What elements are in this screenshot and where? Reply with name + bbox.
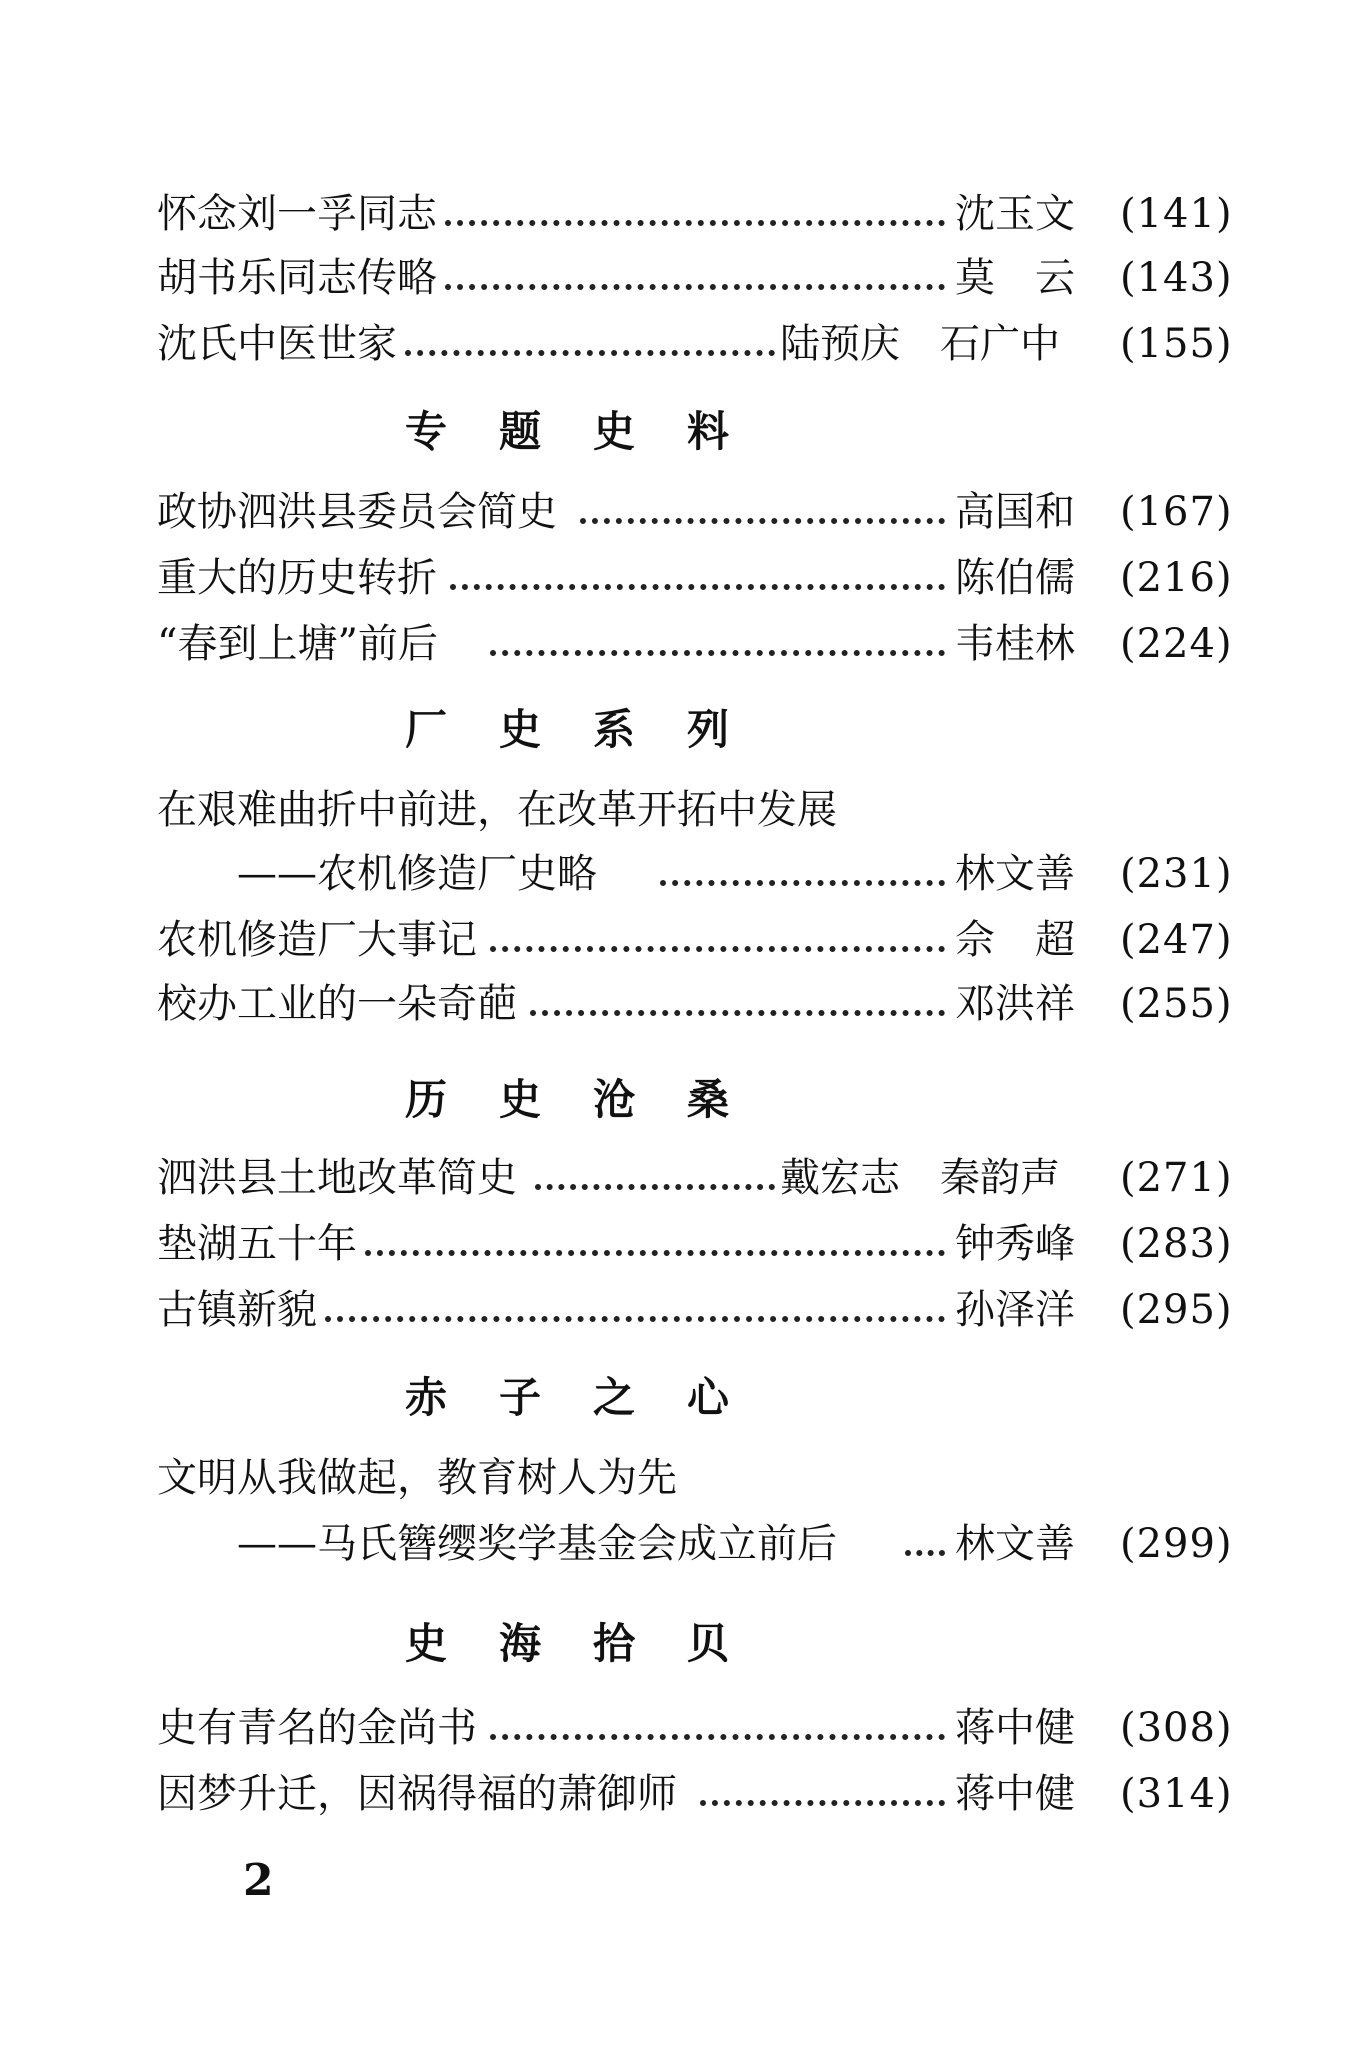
dot-leader bbox=[445, 284, 945, 290]
entry-author: 钟秀峰 bbox=[955, 1221, 1075, 1267]
dot-leader bbox=[490, 946, 945, 952]
toc-entry bbox=[0, 250, 1359, 306]
toc-entry bbox=[0, 316, 1359, 372]
toc-entry bbox=[0, 1766, 1359, 1822]
entry-author: 蒋中健 bbox=[955, 1705, 1075, 1751]
entry-page: (314) bbox=[1120, 1771, 1233, 1817]
entry-title: ——马氏簪缨奖学基金会成立前后 bbox=[237, 1521, 837, 1567]
entry-author: 韦桂林 bbox=[955, 621, 1075, 667]
dot-leader bbox=[700, 1800, 945, 1806]
entry-title: 因梦升迁，因祸得福的萧御师 bbox=[157, 1771, 677, 1817]
entry-author: 戴宏志 秦韵声 bbox=[780, 1155, 1060, 1201]
entry-page: (271) bbox=[1120, 1155, 1233, 1201]
entry-author: 蒋中健 bbox=[955, 1771, 1075, 1817]
dot-leader bbox=[905, 1550, 945, 1556]
entry-author: 孙泽洋 bbox=[955, 1287, 1075, 1333]
entry-author: 高国和 bbox=[955, 489, 1075, 535]
entry-page: (143) bbox=[1120, 255, 1233, 301]
entry-page: (247) bbox=[1120, 917, 1233, 963]
entry-author: 莫 云 bbox=[955, 255, 1075, 301]
entry-author: 林文善 bbox=[955, 1521, 1075, 1567]
toc-entry bbox=[0, 976, 1359, 1032]
section-heading: 赤子之心 bbox=[405, 1373, 782, 1422]
dot-leader bbox=[445, 220, 945, 226]
entry-title: 重大的历史转折 bbox=[157, 555, 437, 601]
toc-entry bbox=[0, 186, 1359, 242]
section-heading: 专题史料 bbox=[405, 407, 782, 456]
entry-title: 农机修造厂大事记 bbox=[157, 917, 477, 963]
entry-page: (308) bbox=[1120, 1705, 1233, 1751]
dot-leader bbox=[325, 1316, 945, 1322]
dot-leader bbox=[580, 518, 945, 524]
dot-leader bbox=[660, 880, 945, 886]
dot-leader bbox=[535, 1184, 775, 1190]
toc-entry bbox=[0, 1516, 1359, 1572]
toc-entry bbox=[0, 1282, 1359, 1338]
entry-page: (224) bbox=[1120, 621, 1233, 667]
toc-entry bbox=[0, 846, 1359, 902]
entry-page: (231) bbox=[1120, 851, 1233, 897]
page-number: 2 bbox=[243, 1855, 274, 1906]
entry-page: (141) bbox=[1120, 191, 1233, 237]
toc-entry bbox=[0, 782, 1359, 838]
entry-title: 垫湖五十年 bbox=[157, 1221, 357, 1267]
toc-entry bbox=[0, 1450, 1359, 1506]
toc-entry bbox=[0, 1150, 1359, 1206]
entry-author: 林文善 bbox=[955, 851, 1075, 897]
entry-title: 文明从我做起，教育树人为先 bbox=[157, 1455, 677, 1501]
dot-leader bbox=[365, 1250, 945, 1256]
entry-page: (295) bbox=[1120, 1287, 1233, 1333]
entry-title: 胡书乐同志传略 bbox=[157, 255, 437, 301]
entry-title: 泗洪县土地改革简史 bbox=[157, 1155, 517, 1201]
entry-title: 史有青名的金尚书 bbox=[157, 1705, 477, 1751]
entry-title: 政协泗洪县委员会简史 bbox=[157, 489, 557, 535]
entry-title: “春到上塘”前后 bbox=[157, 621, 438, 667]
dot-leader bbox=[490, 1734, 945, 1740]
entry-page: (283) bbox=[1120, 1221, 1233, 1267]
entry-author: 佘 超 bbox=[955, 917, 1075, 963]
toc-entry bbox=[0, 484, 1359, 540]
entry-title: 在艰难曲折中前进，在改革开拓中发展 bbox=[157, 787, 837, 833]
entry-author: 邓洪祥 bbox=[955, 981, 1075, 1027]
entry-page: (255) bbox=[1120, 981, 1233, 1027]
entry-title: 古镇新貌 bbox=[157, 1287, 317, 1333]
dot-leader bbox=[450, 584, 945, 590]
entry-page: (167) bbox=[1120, 489, 1233, 535]
toc-entry bbox=[0, 550, 1359, 606]
section-heading: 历史沧桑 bbox=[405, 1075, 782, 1124]
toc-entry bbox=[0, 912, 1359, 968]
toc-entry bbox=[0, 1216, 1359, 1272]
dot-leader bbox=[490, 650, 945, 656]
entry-title: 校办工业的一朵奇葩 bbox=[157, 981, 517, 1027]
section-heading: 史海拾贝 bbox=[405, 1619, 782, 1668]
entry-author: 沈玉文 bbox=[955, 191, 1075, 237]
entry-page: (155) bbox=[1120, 321, 1233, 367]
entry-title: ——农机修造厂史略 bbox=[237, 851, 597, 897]
toc-entry bbox=[0, 1700, 1359, 1756]
section-heading: 厂史系列 bbox=[405, 705, 782, 754]
toc-entry bbox=[0, 616, 1359, 672]
entry-page: (299) bbox=[1120, 1521, 1233, 1567]
entry-title: 怀念刘一孚同志 bbox=[157, 191, 437, 237]
entry-page: (216) bbox=[1120, 555, 1233, 601]
dot-leader bbox=[405, 350, 775, 356]
entry-author: 陈伯儒 bbox=[955, 555, 1075, 601]
entry-author: 陆预庆 石广中 bbox=[780, 321, 1060, 367]
dot-leader bbox=[530, 1010, 945, 1016]
entry-title: 沈氏中医世家 bbox=[157, 321, 397, 367]
